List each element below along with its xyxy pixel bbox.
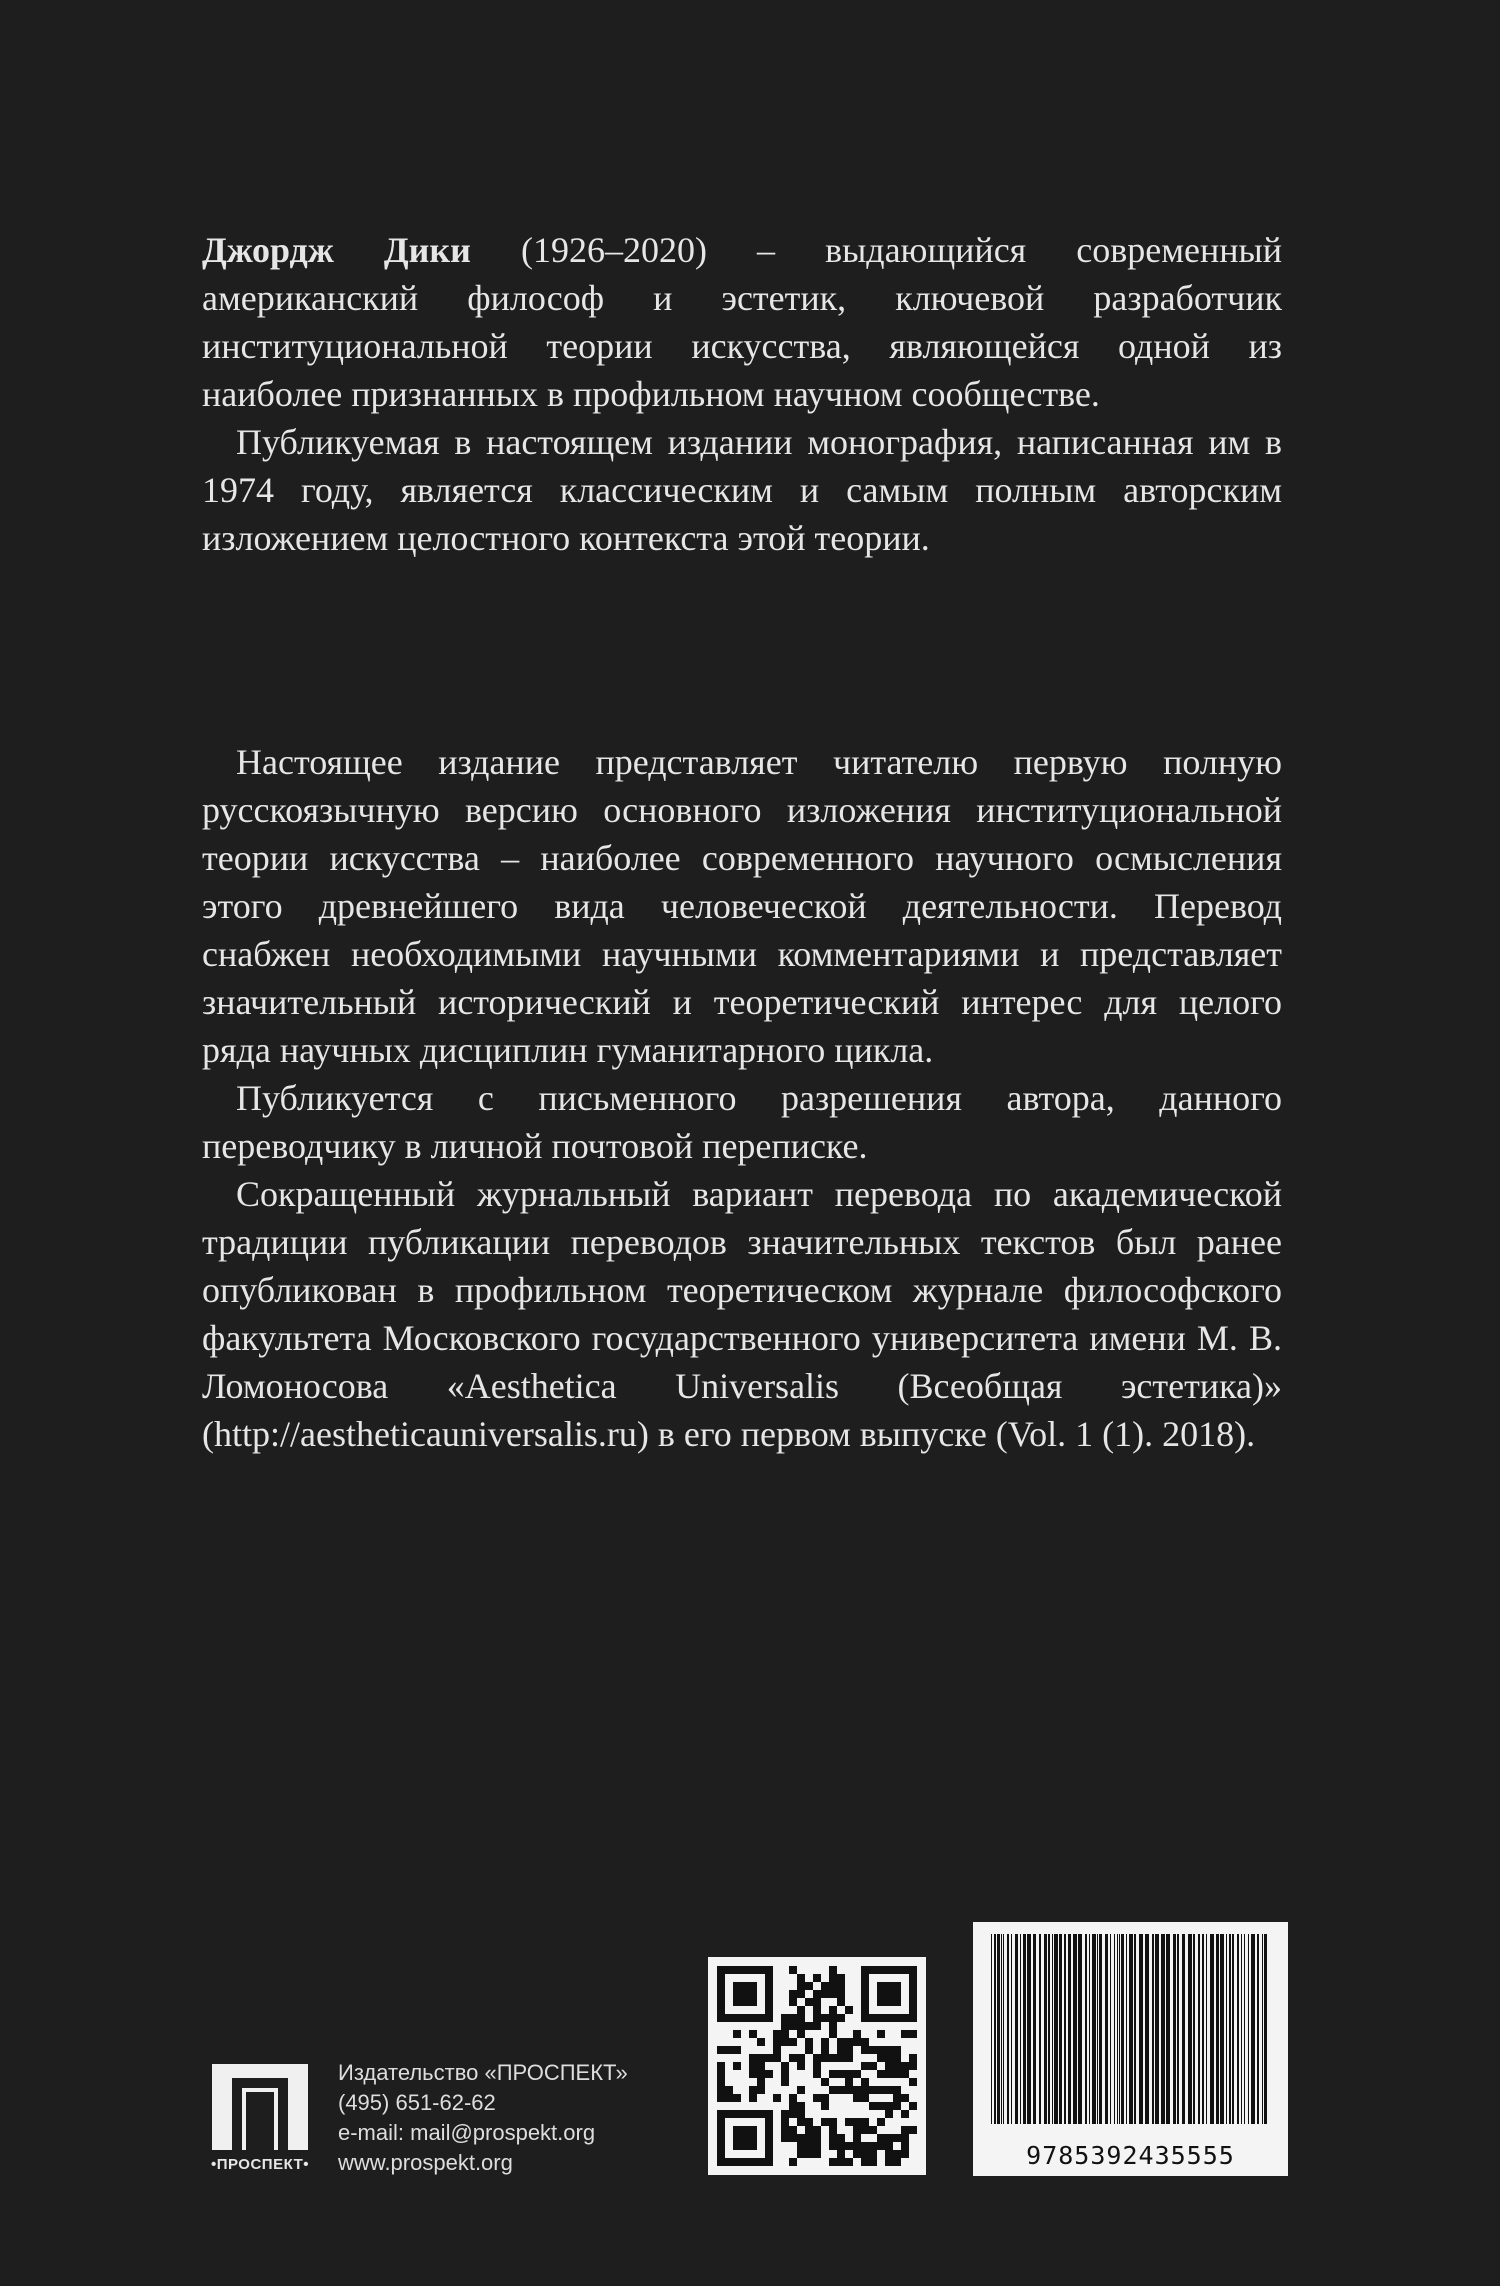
isbn-number: 9785392435555 (1026, 2141, 1235, 2170)
isbn-barcode (973, 1922, 1288, 2176)
author-intro-paragraph (202, 226, 1282, 418)
edition-section (202, 738, 1282, 1458)
edition-paragraph: Настоящее издание представляет читателю первую полную русскоязычную версию основного изложения институциональной теории искусства – наиболее современного научного осмысления этого древнейшего вида человеческой деятельности. Перевод снабжен необходимыми научными комментариями и представляет значительный исторический и теоретический интерес для целого ряда научных дисциплин гуманитарного цикла. (202, 742, 1282, 1070)
about-author-section (202, 226, 1282, 562)
publisher-logo-icon (212, 2064, 308, 2150)
permission-paragraph: Публикуется с письменного разрешения автора, данного переводчику в личной почтовой переписке. (202, 1078, 1282, 1166)
author-intro-text: (1926–2020) – выдающийся современный американский философ и эстетик, ключевой разработчик институциональной теории искусства, являющейся одной из наиболее признанных в профильном научном сообществе. (202, 230, 1282, 414)
publisher-contacts (338, 2058, 628, 2178)
qr-code (708, 1957, 926, 2175)
monograph-paragraph: Публикуемая в настоящем издании монография, написанная им в 1974 году, является классическим и самым полным авторским изложением целостного контекста этой теории. (202, 422, 1282, 558)
publisher-block (200, 2058, 680, 2178)
publisher-logo-text: •ПРОСПЕКТ• (210, 2156, 310, 2173)
publisher-email: e-mail: mail@prospekt.org (338, 2120, 596, 2145)
publisher-phone: (495) 651-62-62 (338, 2090, 496, 2115)
publisher-website: www.prospekt.org (338, 2150, 513, 2175)
publisher-logo (200, 2058, 320, 2178)
publisher-name: Издательство «ПРОСПЕКТ» (338, 2060, 628, 2085)
author-name: Джордж Дики (202, 230, 471, 270)
journal-paragraph: Сокращенный журнальный вариант перевода по академической традиции публикации переводов значительных текстов был ранее опубликован в профильном теоретическом журнале философского факультета Московского государственного университета имени М. В. Ломоносова «Aesthetica Universalis (Всеобщая эстетика)» (http://aestheticauniversalis.ru) в его первом выпуске (Vol. 1 (1). 2018). (202, 1174, 1282, 1454)
